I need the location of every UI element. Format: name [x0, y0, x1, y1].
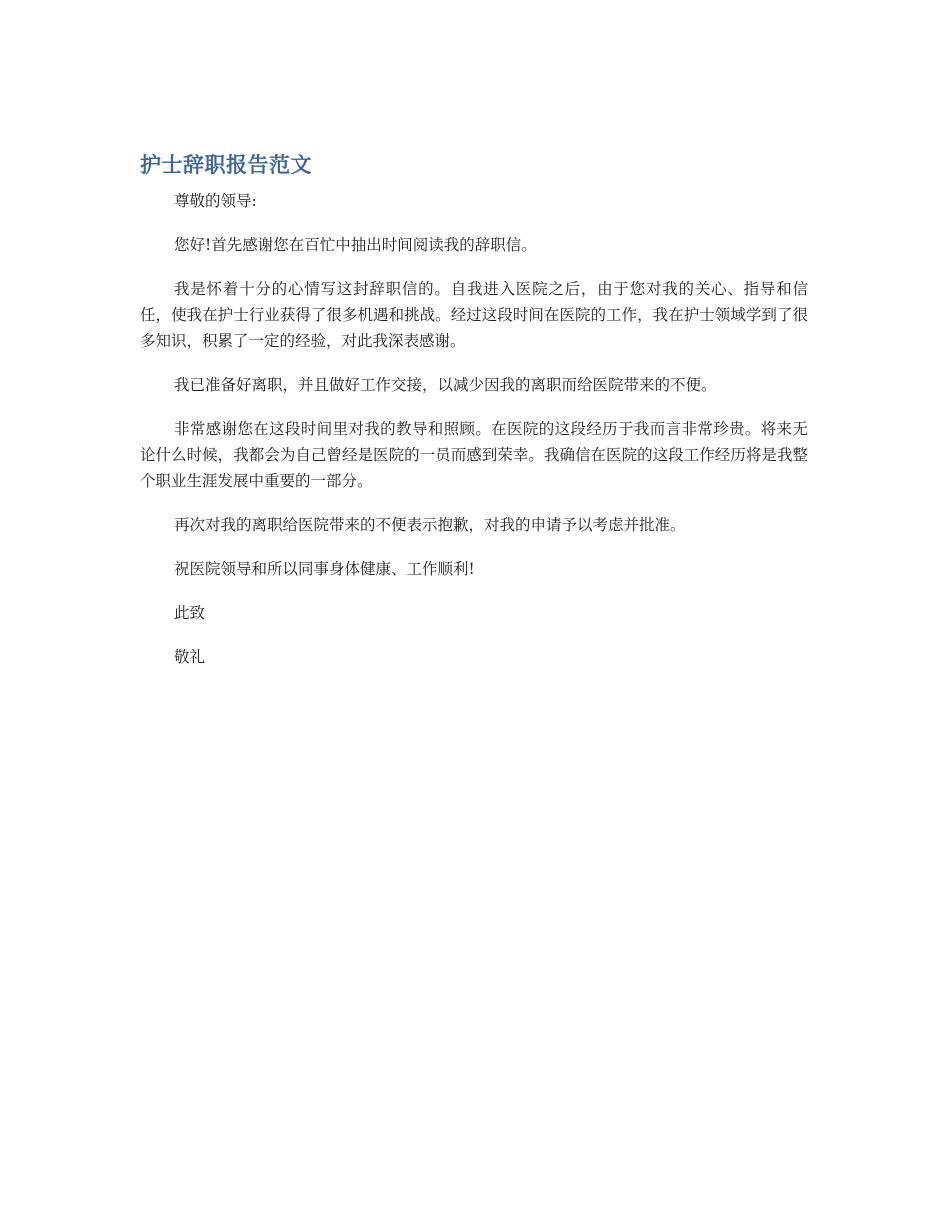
document-title: 护士辞职报告范文: [140, 153, 312, 177]
paragraph-wishes: 祝医院领导和所以同事身体健康、工作顺利!: [174, 560, 475, 578]
paragraph-gratitude: 我是怀着十分的心情写这封辞职信的。自我进入医院之后，由于您对我的关心、指导和信任，使我在护士行业获得了很多机遇和挑战。经过这段时间在医院的工作，我在护士领域学到了很多知识，积累了一定的经验，对此我深表感谢。: [140, 280, 808, 350]
closing-cizhi: 此致: [174, 604, 206, 622]
paragraph-apology: 再次对我的离职给医院带来的不便表示抱歉，对我的申请予以考虑并批准。: [174, 516, 686, 534]
salutation: 尊敬的领导:: [174, 192, 257, 210]
paragraph-thanks: 非常感谢您在这段时间里对我的教导和照顾。在医院的这段经历于我而言非常珍贵。将来无论什么时候，我都会为自己曾经是医院的一员而感到荣幸。我确信在医院的这段工作经历将是我整个职业生涯发展中重要的一部分。: [140, 420, 808, 490]
document-body: [140, 150, 808, 688]
closing-jingli: 敬礼: [174, 648, 206, 666]
paragraph-greeting: 您好!首先感谢您在百忙中抽出时间阅读我的辞职信。: [174, 236, 537, 254]
paragraph-handover: 我已准备好离职，并且做好工作交接，以减少因我的离职而给医院带来的不便。: [174, 376, 717, 394]
